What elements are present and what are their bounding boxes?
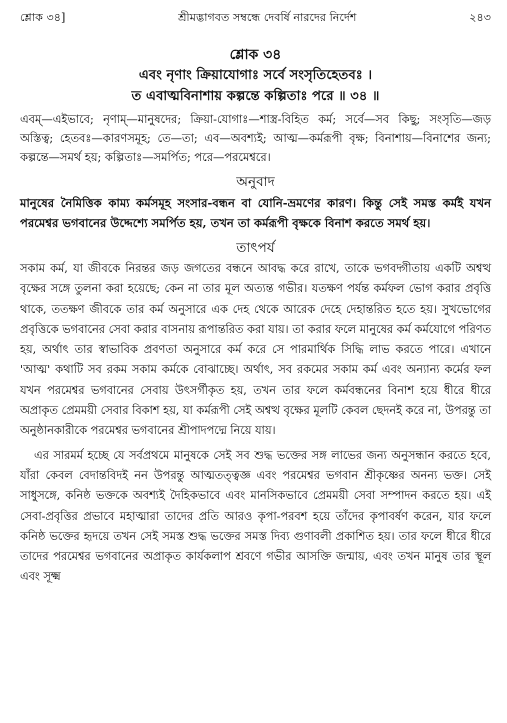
translation-heading: অনুবাদ <box>236 174 275 190</box>
header-verse-ref: শ্লোক ৩৪] <box>20 11 66 24</box>
translation-text: মানুষের নৈমিত্তিক কাম্য কর্মসমূহ সংসার-বন্ধন বা যোনি-ভ্রমণের কারণ। কিন্তু সেই সমস্ত কর্মই যখন পরমেশ্বর ভগবানের উদ্দেশ্যে সমর্পিত হয়, তখন তা কর্মরূপী বৃক্ষকে বিনাশ করতে সমর্থ হয়। <box>20 196 491 230</box>
purport-paragraph: এর সারমর্ম হচ্ছে যে সর্বপ্রথমে মানুষকে সেই সব শুদ্ধ ভক্তের সঙ্গ লাভের জন্য অনুসন্ধান করতে হবে, যাঁরা কেবল বেদান্তবিদই নন উপরন্তু আত্মতত্ত্বজ্ঞ এবং পরমেশ্বর ভগবান শ্রীকৃষ্ণের অনন্য ভক্ত। সেই সাধুসঙ্গে, কনিষ্ঠ ভক্তকে অবশ্যই দৈহিকভাবে এবং মানসিকভাবে প্রেমময়ী সেবা সম্পাদন করতে হয়। এই সেবা-প্রবৃত্তির প্রভাবে মহাত্মারা তাদের প্রতি আরও কৃপা-পরবশ হয়ে তাঁদের কৃপাবর্ষণ করেন, যার ফলে কনিষ্ঠ ভক্তের হৃদয়ে তখন সেই সমস্ত শুদ্ধ ভক্তের সমস্ত দিব্য গুণাবলী প্রকাশিত হয়। তার ফলে ধীরে ধীরে তাদের পরমেশ্বর ভগবানের অপ্রাকৃত কার্যকলাপ শ্রবণে গভীর আসক্তি জন্মায়, এবং তখন মানুষ তার স্থূল এবং সূক্ষ্ম <box>20 448 491 584</box>
header-chapter-title: শ্রীমদ্ভাগবত সম্বন্ধে দেবর্ষি নারদের নির্দেশ <box>178 11 357 24</box>
verse-title: শ্লোক ৩৪ <box>229 47 282 63</box>
page-number: ২৪৩ <box>469 11 491 24</box>
purport-heading: তাৎপর্য <box>236 240 275 256</box>
purport-body <box>20 259 491 588</box>
word-synonyms: এবম্—এইভাবে; নৃণাম্—মানুষদের; ক্রিয়া-যোগাঃ—শাস্ত্র-বিহিত কর্ম; সর্বে—সব কিছু; সংসৃতি—জড় অস্তিত্ব; হেতবঃ—কারণসমূহ; তে—তা; এব—অবশ্যই; আত্ম—কর্মরূপী বৃক্ষ; বিনাশায়—বিনাশের জন্য; কল্পন্তে—সমর্থ হয়; কল্পিতাঃ—সমর্পিত; পরে—পরমেশ্বরে। <box>20 112 491 164</box>
verse-line-2: ত এবাত্মবিনাশায় কল্পন্তে কল্পিতাঃ পরে ॥ ৩৪ ॥ <box>131 89 380 104</box>
verse-line-1: এবং নৃণাং ক্রিয়াযোগাঃ সর্বে সংসৃতিহেতবঃ । <box>138 68 373 83</box>
running-header <box>20 10 491 26</box>
purport-paragraph: সকাম কর্ম, যা জীবকে নিরন্তর জড় জগতের বন্ধনে আবদ্ধ করে রাখে, তাকে ভগবদ্গীতায় একটি অশ্বত্থ বৃক্ষের সঙ্গে তুলনা করা হয়েছে; কেন না তার মূল অত্যন্ত গভীর। যতক্ষণ পর্যন্ত কর্মফল ভোগ করার প্রবৃত্তি থাকে, ততক্ষণ জীবকে তার কর্ম অনুসারে এক দেহ থেকে আরেক দেহে দেহান্তরিত হতে হয়। সুখভোগের প্রবৃত্তিকে ভগবানের সেবা করার বাসনায় রূপান্তরিত করা যায়। তা করার ফলে মানুষের কর্ম কর্মযোগে পরিণত হয়, অর্থাৎ তার স্বাভাবিক প্রবণতা অনুসারে কর্ম করে সে পারমার্থিক সিদ্ধি লাভ করতে পারে। এখানে 'আত্ম' কথাটি সব রকম সকাম কর্মকে বোঝাচ্ছে। অর্থাৎ, সব রকমের সকাম কর্ম এবং অন্যান্য কর্মের ফল যখন পরমেশ্বর ভগবানের সেবায় উৎসর্গীকৃত হয়, তখন তার ফলে কর্মবন্ধনের বিনাশ হয়ে ধীরে ধীরে অপ্রাকৃত প্রেমময়ী সেবার বিকাশ হয়, যা কর্মরূপী সেই অশ্বত্থ বৃক্ষের মূলটি কেবল ছেদনই করে না, উপরন্তু তা অনুষ্ঠানকারীকে পরমেশ্বর ভগবানের শ্রীপাদপদ্মে নিয়ে যায়। <box>20 262 491 438</box>
